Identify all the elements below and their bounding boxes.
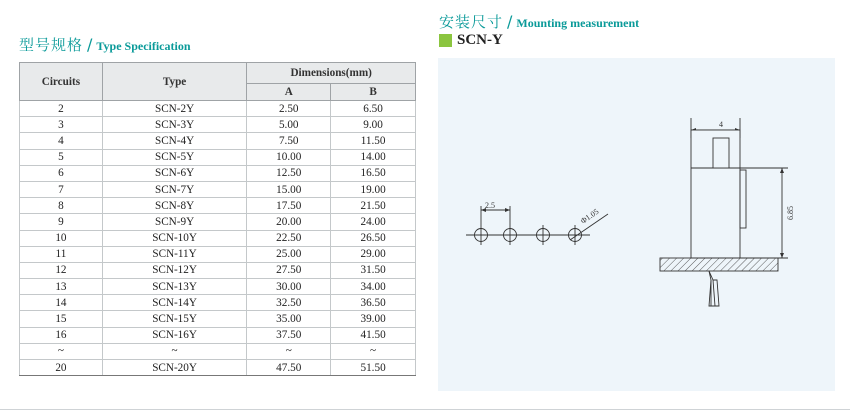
cell-type: SCN-12Y [102, 262, 247, 278]
cell-b: 26.50 [331, 230, 416, 246]
header-b: B [331, 84, 416, 101]
cell-b: ~ [331, 343, 416, 359]
cell-b: 29.00 [331, 246, 416, 262]
connector-side-view [660, 118, 788, 306]
cell-a: 2.50 [247, 101, 331, 117]
cell-circuits: 7 [20, 181, 103, 197]
header-dimensions: Dimensions(mm) [247, 63, 416, 84]
cell-b: 31.50 [331, 262, 416, 278]
height-dimension-label: 6.85 [786, 206, 795, 220]
cell-type: SCN-14Y [102, 295, 247, 311]
cell-b: 51.50 [331, 360, 416, 376]
cell-b: 11.50 [331, 133, 416, 149]
cell-a: 25.00 [247, 246, 331, 262]
cell-circuits: 5 [20, 149, 103, 165]
cell-circuits: 11 [20, 246, 103, 262]
table-row [20, 295, 416, 311]
cell-a: 32.50 [247, 295, 331, 311]
cell-type: SCN-20Y [102, 360, 247, 376]
cell-b: 34.00 [331, 279, 416, 295]
cell-type: SCN-15Y [102, 311, 247, 327]
cell-a: 5.00 [247, 117, 331, 133]
cell-circuits: 4 [20, 133, 103, 149]
table-row [20, 343, 416, 359]
cell-b: 39.00 [331, 311, 416, 327]
cell-type: SCN-6Y [102, 165, 247, 181]
spec-table [19, 62, 416, 376]
cell-b: 41.50 [331, 327, 416, 343]
mounting-drawing-panel [438, 58, 835, 391]
mounting-drawing [438, 58, 835, 391]
cell-b: 9.00 [331, 117, 416, 133]
cell-circuits: 20 [20, 360, 103, 376]
table-row [20, 117, 416, 133]
cell-a: 12.50 [247, 165, 331, 181]
table-row [20, 279, 416, 295]
cell-a: 15.00 [247, 181, 331, 197]
width-dimension-label: 4 [719, 120, 723, 129]
cell-type: SCN-5Y [102, 149, 247, 165]
cell-b: 36.50 [331, 295, 416, 311]
cell-a: 35.00 [247, 311, 331, 327]
table-row [20, 230, 416, 246]
table-row [20, 181, 416, 197]
table-row [20, 311, 416, 327]
table-row [20, 360, 416, 376]
type-specification-heading [19, 34, 191, 55]
cell-b: 19.00 [331, 181, 416, 197]
cell-a: 30.00 [247, 279, 331, 295]
table-row [20, 327, 416, 343]
cell-type: SCN-9Y [102, 214, 247, 230]
cell-type: SCN-2Y [102, 101, 247, 117]
table-row [20, 165, 416, 181]
series-name: SCN-Y [457, 32, 503, 48]
header-type: Type [102, 63, 247, 101]
table-row [20, 133, 416, 149]
cell-circuits: 15 [20, 311, 103, 327]
cell-b: 21.50 [331, 198, 416, 214]
header-circuits: Circuits [20, 63, 103, 101]
cell-type: ~ [102, 343, 247, 359]
cell-circuits: 6 [20, 165, 103, 181]
footer-divider [0, 409, 850, 410]
heading-slash: / [87, 35, 93, 54]
heading-slash: / [507, 12, 513, 31]
cell-circuits: 8 [20, 198, 103, 214]
series-label [439, 32, 503, 49]
cell-type: SCN-13Y [102, 279, 247, 295]
cell-type: SCN-3Y [102, 117, 247, 133]
table-row [20, 101, 416, 117]
cell-circuits: ~ [20, 343, 103, 359]
heading-en: Type Specification [96, 39, 191, 53]
cell-type: SCN-11Y [102, 246, 247, 262]
table-row [20, 262, 416, 278]
heading-cn: 型号规格 [19, 36, 84, 54]
cell-a: 47.50 [247, 360, 331, 376]
cell-circuits: 10 [20, 230, 103, 246]
mounting-measurement-heading [439, 11, 639, 32]
cell-b: 6.50 [331, 101, 416, 117]
table-row [20, 214, 416, 230]
cell-a: 37.50 [247, 327, 331, 343]
cell-type: SCN-10Y [102, 230, 247, 246]
cell-b: 14.00 [331, 149, 416, 165]
cell-type: SCN-8Y [102, 198, 247, 214]
cell-a: 22.50 [247, 230, 331, 246]
cell-a: 7.50 [247, 133, 331, 149]
series-marker-icon [439, 34, 452, 47]
cell-circuits: 14 [20, 295, 103, 311]
cell-circuits: 2 [20, 101, 103, 117]
cell-type: SCN-7Y [102, 181, 247, 197]
cell-circuits: 12 [20, 262, 103, 278]
cell-circuits: 9 [20, 214, 103, 230]
cell-circuits: 13 [20, 279, 103, 295]
table-row [20, 198, 416, 214]
table-row [20, 149, 416, 165]
cell-a: 17.50 [247, 198, 331, 214]
hole-diameter-label: Φ1.05 [578, 206, 601, 226]
cell-a: 10.00 [247, 149, 331, 165]
pitch-dimension-label: 2.5 [485, 201, 495, 210]
cell-type: SCN-16Y [102, 327, 247, 343]
cell-a: 20.00 [247, 214, 331, 230]
cell-a: 27.50 [247, 262, 331, 278]
header-a: A [247, 84, 331, 101]
heading-en: Mounting measurement [516, 16, 640, 30]
cell-type: SCN-4Y [102, 133, 247, 149]
cell-a: ~ [247, 343, 331, 359]
table-row [20, 246, 416, 262]
cell-b: 16.50 [331, 165, 416, 181]
heading-cn: 安装尺寸 [439, 13, 504, 31]
cell-circuits: 16 [20, 327, 103, 343]
cell-circuits: 3 [20, 117, 103, 133]
cell-b: 24.00 [331, 214, 416, 230]
